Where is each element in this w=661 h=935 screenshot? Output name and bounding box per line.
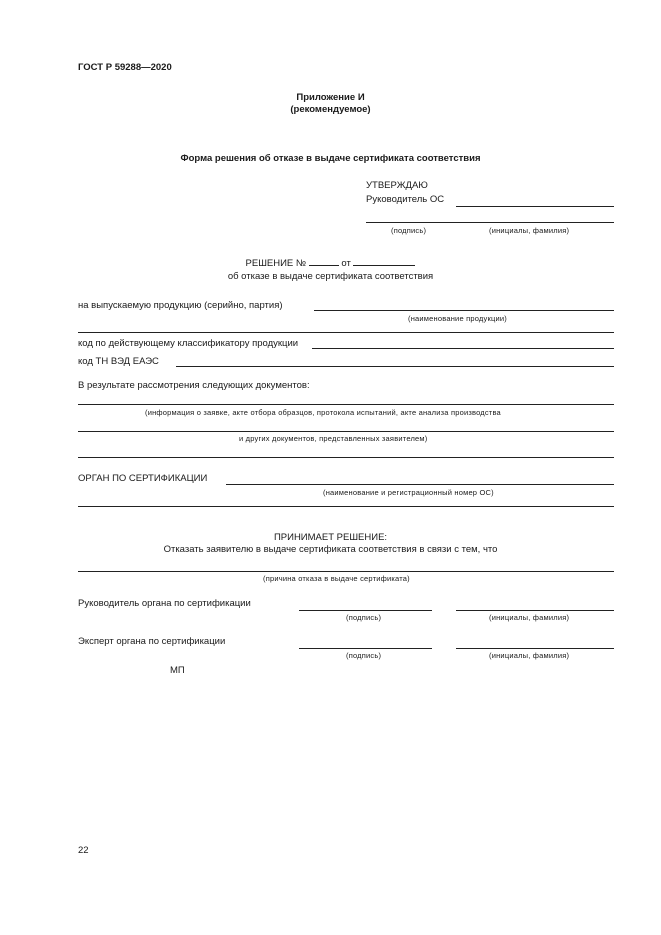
head-signature-label: Руководитель органа по сертификации bbox=[78, 598, 251, 609]
page-number: 22 bbox=[78, 845, 89, 856]
classifier-line bbox=[312, 348, 614, 349]
organ-line bbox=[226, 484, 614, 485]
organ-line-2 bbox=[78, 506, 614, 507]
organ-label: ОРГАН ПО СЕРТИФИКАЦИИ bbox=[78, 473, 208, 484]
decision-date-blank bbox=[353, 256, 415, 266]
head-name-line bbox=[456, 610, 614, 611]
approve-label: УТВЕРЖДАЮ bbox=[366, 180, 428, 191]
expert-signature-label: Эксперт органа по сертификации bbox=[78, 636, 226, 647]
form-title: Форма решения об отказе в выдаче сертификата соответствия bbox=[180, 153, 481, 164]
decision-number-line bbox=[0, 256, 661, 269]
tnved-label: код ТН ВЭД ЕАЭС bbox=[78, 356, 159, 367]
product-line-2 bbox=[78, 332, 614, 333]
documents-label: В результате рассмотрения следующих документов: bbox=[78, 380, 310, 391]
product-line bbox=[314, 310, 614, 311]
stamp-label: МП bbox=[170, 665, 185, 676]
resolution-title: ПРИНИМАЕТ РЕШЕНИЕ: bbox=[273, 532, 388, 543]
tnved-line bbox=[176, 366, 614, 367]
expert-name-caption: (инициалы, фамилия) bbox=[489, 651, 570, 660]
approval-sign-line bbox=[366, 222, 614, 223]
approval-name-caption: (инициалы, фамилия) bbox=[489, 226, 570, 235]
standard-code: ГОСТ Р 59288—2020 bbox=[78, 62, 172, 73]
head-name-caption: (инициалы, фамилия) bbox=[489, 613, 570, 622]
expert-sign-line bbox=[299, 648, 432, 649]
head-sign-line bbox=[299, 610, 432, 611]
decision-number-blank bbox=[309, 256, 339, 266]
resolution-text: Отказать заявителю в выдаче сертификата соответствия в связи с тем, что bbox=[163, 544, 498, 555]
head-sign-caption: (подпись) bbox=[346, 613, 382, 622]
head-os-label: Руководитель ОС bbox=[366, 194, 445, 205]
documents-caption-2: и других документов, представленных заявителем) bbox=[239, 434, 428, 443]
decision-date-label: от bbox=[341, 258, 351, 269]
appendix-subtitle: (рекомендуемое) bbox=[290, 104, 371, 115]
reason-line bbox=[78, 571, 614, 572]
appendix-title: Приложение И bbox=[296, 92, 365, 103]
reason-caption: (причина отказа в выдаче сертификата) bbox=[263, 574, 410, 583]
head-os-line bbox=[456, 206, 614, 207]
expert-name-line bbox=[456, 648, 614, 649]
documents-caption-1: (информация о заявке, акте отбора образцов, протокола испытаний, акте анализа производства bbox=[145, 408, 501, 417]
classifier-label: код по действующему классификатору продукции bbox=[78, 338, 299, 349]
documents-line-2 bbox=[78, 431, 614, 432]
product-label: на выпускаемую продукцию (серийно, партия) bbox=[78, 300, 283, 311]
decision-subtitle: об отказе в выдаче сертификата соответствия bbox=[227, 271, 434, 282]
organ-caption: (наименование и регистрационный номер ОС) bbox=[323, 488, 494, 497]
documents-line-1 bbox=[78, 404, 614, 405]
product-caption: (наименование продукции) bbox=[408, 314, 507, 323]
approval-sign-caption: (подпись) bbox=[391, 226, 427, 235]
decision-number-label: РЕШЕНИЕ № bbox=[245, 258, 307, 269]
expert-sign-caption: (подпись) bbox=[346, 651, 382, 660]
documents-line-3 bbox=[78, 457, 614, 458]
